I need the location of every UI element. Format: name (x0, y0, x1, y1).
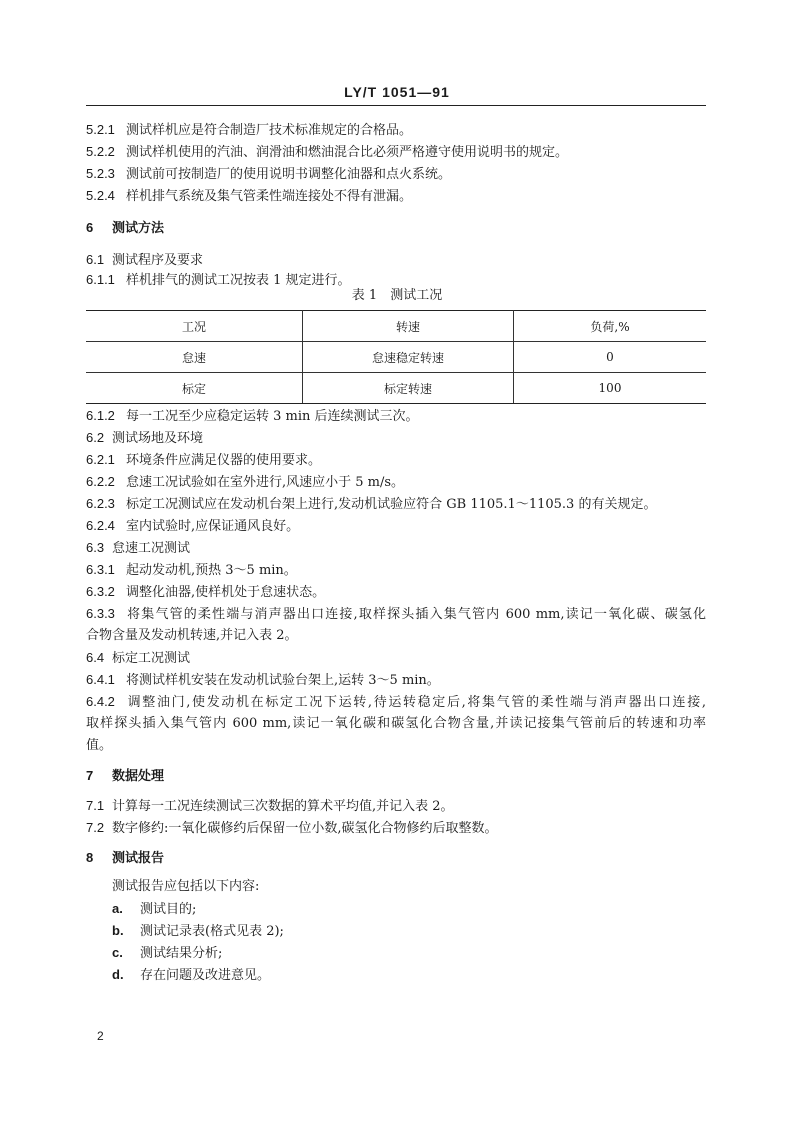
table-cell: 怠速 (86, 342, 303, 373)
clause-text: 环境条件应满足仪器的使用要求。 (126, 453, 322, 468)
clause-text: 计算每一工况连续测试三次数据的算术平均值,并记入表 2。 (112, 799, 454, 814)
clause-7-2 (86, 818, 498, 839)
clause-number: 6.3 (86, 540, 105, 555)
clause-text: 测试前可按制造厂的使用说明书调整化油器和点火系统。 (126, 167, 452, 182)
clause-number: 6.1.1 (86, 272, 115, 287)
list-item-text: 存在问题及改进意见。 (140, 968, 271, 983)
clause-number: 7.2 (86, 820, 105, 835)
clause-text: 测试样机应是符合制造厂技术标准规定的合格品。 (126, 123, 413, 138)
clause-5-2-1 (86, 120, 412, 141)
clause-5-2-3 (86, 164, 451, 185)
clause-text: 测试场地及环境 (112, 431, 204, 446)
list-marker: b. (112, 923, 124, 938)
clause-number: 5.2.2 (86, 144, 115, 159)
clause-text: 将测试样机安装在发动机试验台架上,运转 3～5 min。 (126, 673, 440, 688)
clause-number: 5.2.1 (86, 122, 115, 137)
clause-number: 6.2.1 (86, 452, 115, 467)
list-marker: a. (112, 901, 123, 916)
clause-text: 室内试验时,应保证通风良好。 (126, 519, 300, 534)
table-row (86, 342, 706, 373)
clause-number: 6.3.1 (86, 562, 115, 577)
clause-text: 样机排气系统及集气管柔性端连接处不得有泄漏。 (126, 189, 413, 204)
clause-6-2-4 (86, 516, 299, 537)
table-cell: 标定 (86, 373, 303, 404)
clause-text: 样机排气的测试工况按表 1 规定进行。 (126, 273, 351, 288)
clause-text: 起动发动机,预热 3～5 min。 (126, 563, 297, 578)
list-marker: d. (112, 967, 124, 982)
standard-code-header: LY/T 1051—91 (344, 84, 450, 100)
clause-6-2-1 (86, 450, 321, 471)
clause-text: 调整化油器,使样机处于怠速状态。 (126, 585, 326, 600)
section-8-heading (86, 848, 164, 869)
table-header-cell: 转速 (303, 311, 514, 342)
clause-6-3-2 (86, 582, 325, 603)
clause-number: 6.3.2 (86, 584, 115, 599)
table-1-caption: 表 1 测试工况 (351, 288, 443, 303)
clause-number: 6.2.3 (86, 496, 115, 511)
clause-6-3-3 (86, 604, 706, 625)
table-header-cell: 工况 (86, 311, 303, 342)
report-item-c (112, 943, 222, 964)
clause-6-4-2 (86, 692, 706, 713)
clause-6-2-2 (86, 472, 404, 493)
clause-6-4-2-continued: 取样探头插入集气管内 600 mm,读记一氧化碳和碳氢化合物含量,并读记接集气管前后的转速和功率 (86, 716, 706, 731)
report-item-d (112, 965, 270, 986)
clause-6-4 (86, 648, 190, 669)
list-item-text: 测试目的; (140, 902, 197, 917)
section-title: 测试报告 (112, 851, 165, 866)
clause-6-2-3 (86, 494, 656, 515)
report-item-b (112, 921, 284, 942)
clause-text: 怠速工况测试 (112, 541, 191, 556)
clause-number: 5.2.3 (86, 166, 115, 181)
clause-6-1-2 (86, 406, 419, 427)
clause-number: 6.4.2 (86, 694, 115, 709)
clause-number: 6.1.2 (86, 408, 115, 423)
table-cell: 标定转速 (303, 373, 514, 404)
clause-text: 怠速工况试验如在室外进行,风速应小于 5 m/s。 (126, 475, 405, 490)
clause-text: 标定工况测试应在发动机台架上进行,发动机试验应符合 GB 1105.1～1105.3 的有关规定。 (126, 497, 657, 512)
clause-text: 测试程序及要求 (112, 253, 204, 268)
clause-7-1 (86, 796, 454, 817)
clause-number: 6.3.3 (86, 606, 115, 621)
section-6-heading (86, 218, 164, 239)
section-number: 8 (86, 850, 94, 865)
clause-text-line-1: 调整油门,使发动机在标定工况下运转,待运转稳定后,将集气管的柔性端与消声器出口连接, (126, 695, 706, 710)
clause-6-4-1 (86, 670, 440, 691)
page-number: 2 (97, 1029, 104, 1043)
section-title: 测试方法 (112, 221, 165, 236)
table-header-row (86, 311, 706, 342)
clause-6-3-1 (86, 560, 297, 581)
clause-text: 测试样机使用的汽油、润滑油和燃油混合比必须严格遵守使用说明书的规定。 (126, 145, 569, 160)
header-rule (86, 105, 706, 106)
table-header-cell: 负荷,% (514, 311, 707, 342)
clause-text: 每一工况至少应稳定运转 3 min 后连续测试三次。 (126, 409, 419, 424)
clause-text: 标定工况测试 (112, 651, 191, 666)
clause-6-2 (86, 428, 203, 449)
clause-number: 7.1 (86, 798, 105, 813)
clause-number: 6.1 (86, 252, 105, 267)
clause-number: 6.2.4 (86, 518, 115, 533)
list-item-text: 测试记录表(格式见表 2); (140, 924, 284, 939)
clause-5-2-2 (86, 142, 568, 163)
table-cell: 100 (514, 373, 707, 404)
clause-number: 5.2.4 (86, 188, 115, 203)
report-item-a (112, 899, 196, 920)
clause-text: 数字修约:一氧化碳修约后保留一位小数,碳氢化合物修约后取整数。 (112, 821, 498, 836)
clause-number: 6.4.1 (86, 672, 115, 687)
report-intro: 测试报告应包括以下内容: (112, 879, 260, 894)
clause-6-3-3-continued: 合物含量及发动机转速,并记入表 2。 (86, 628, 298, 643)
section-number: 6 (86, 220, 94, 235)
clause-6-1 (86, 250, 203, 271)
clause-number: 6.2.2 (86, 474, 115, 489)
section-title: 数据处理 (112, 769, 165, 784)
clause-6-4-2-end: 值。 (86, 738, 113, 753)
clause-5-2-4 (86, 186, 412, 207)
table-row (86, 373, 706, 404)
table-1-test-conditions (86, 310, 706, 404)
table-cell: 怠速稳定转速 (303, 342, 514, 373)
clause-6-3 (86, 538, 190, 559)
list-item-text: 测试结果分析; (140, 946, 223, 961)
list-marker: c. (112, 945, 123, 960)
clause-number: 6.4 (86, 650, 105, 665)
section-number: 7 (86, 768, 94, 783)
table-cell: 0 (514, 342, 707, 373)
section-7-heading (86, 766, 164, 787)
clause-text-line-1: 将集气管的柔性端与消声器出口连接,取样探头插入集气管内 600 mm,读记一氧化碳、碳氢化 (126, 607, 706, 622)
clause-number: 6.2 (86, 430, 105, 445)
